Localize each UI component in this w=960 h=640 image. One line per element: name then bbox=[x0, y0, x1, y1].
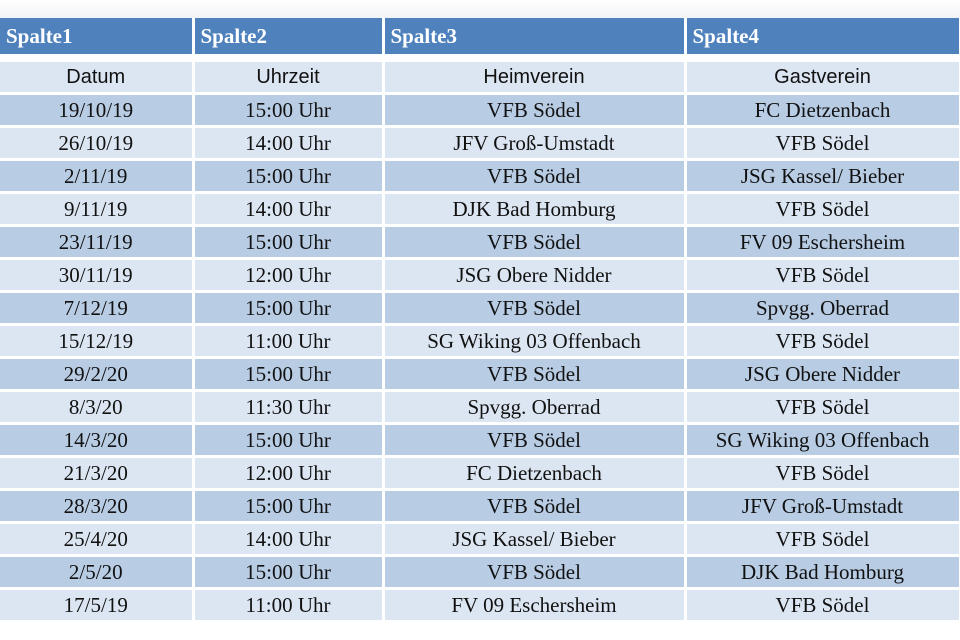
away-team-cell[interactable]: VFB Södel bbox=[685, 589, 960, 622]
date-cell[interactable]: 15/12/19 bbox=[0, 325, 193, 358]
away-team-cell[interactable]: VFB Södel bbox=[685, 457, 960, 490]
table-row bbox=[0, 457, 960, 490]
label-gastverein[interactable]: Gastverein bbox=[685, 58, 960, 94]
time-cell[interactable]: 15:00 Uhr bbox=[193, 490, 383, 523]
time-cell[interactable]: 14:00 Uhr bbox=[193, 127, 383, 160]
label-uhrzeit[interactable]: Uhrzeit bbox=[193, 58, 383, 94]
table-row bbox=[0, 94, 960, 127]
table-row bbox=[0, 556, 960, 589]
table-row bbox=[0, 193, 960, 226]
label-row bbox=[0, 58, 960, 94]
home-team-cell[interactable]: VFB Södel bbox=[383, 94, 685, 127]
header-row bbox=[0, 18, 960, 58]
schedule-table bbox=[0, 18, 960, 623]
away-team-cell[interactable]: JSG Obere Nidder bbox=[685, 358, 960, 391]
time-cell[interactable]: 15:00 Uhr bbox=[193, 94, 383, 127]
away-team-cell[interactable]: Spvgg. Oberrad bbox=[685, 292, 960, 325]
away-team-cell[interactable]: JFV Groß-Umstadt bbox=[685, 490, 960, 523]
date-cell[interactable]: 23/11/19 bbox=[0, 226, 193, 259]
date-cell[interactable]: 2/5/20 bbox=[0, 556, 193, 589]
away-team-cell[interactable]: FV 09 Eschersheim bbox=[685, 226, 960, 259]
date-cell[interactable]: 21/3/20 bbox=[0, 457, 193, 490]
home-team-cell[interactable]: Spvgg. Oberrad bbox=[383, 391, 685, 424]
home-team-cell[interactable]: VFB Södel bbox=[383, 490, 685, 523]
date-cell[interactable]: 9/11/19 bbox=[0, 193, 193, 226]
home-team-cell[interactable]: JSG Obere Nidder bbox=[383, 259, 685, 292]
table-row bbox=[0, 523, 960, 556]
top-strip bbox=[0, 0, 960, 18]
label-datum[interactable]: Datum bbox=[0, 58, 193, 94]
away-team-cell[interactable]: FC Dietzenbach bbox=[685, 94, 960, 127]
date-cell[interactable]: 19/10/19 bbox=[0, 94, 193, 127]
home-team-cell[interactable]: JSG Kassel/ Bieber bbox=[383, 523, 685, 556]
home-team-cell[interactable]: VFB Södel bbox=[383, 160, 685, 193]
home-team-cell[interactable]: FC Dietzenbach bbox=[383, 457, 685, 490]
date-cell[interactable]: 29/2/20 bbox=[0, 358, 193, 391]
column-header-3[interactable]: Spalte3 bbox=[383, 18, 685, 58]
home-team-cell[interactable]: VFB Södel bbox=[383, 358, 685, 391]
table-row bbox=[0, 490, 960, 523]
date-cell[interactable]: 30/11/19 bbox=[0, 259, 193, 292]
home-team-cell[interactable]: VFB Södel bbox=[383, 424, 685, 457]
home-team-cell[interactable]: VFB Södel bbox=[383, 226, 685, 259]
home-team-cell[interactable]: FV 09 Eschersheim bbox=[383, 589, 685, 622]
column-header-1[interactable]: Spalte1 bbox=[0, 18, 193, 58]
home-team-cell[interactable]: SG Wiking 03 Offenbach bbox=[383, 325, 685, 358]
time-cell[interactable]: 14:00 Uhr bbox=[193, 523, 383, 556]
away-team-cell[interactable]: SG Wiking 03 Offenbach bbox=[685, 424, 960, 457]
column-header-2[interactable]: Spalte2 bbox=[193, 18, 383, 58]
table-row bbox=[0, 160, 960, 193]
away-team-cell[interactable]: DJK Bad Homburg bbox=[685, 556, 960, 589]
time-cell[interactable]: 11:30 Uhr bbox=[193, 391, 383, 424]
home-team-cell[interactable]: VFB Södel bbox=[383, 556, 685, 589]
table-row bbox=[0, 589, 960, 622]
away-team-cell[interactable]: VFB Södel bbox=[685, 193, 960, 226]
time-cell[interactable]: 11:00 Uhr bbox=[193, 325, 383, 358]
time-cell[interactable]: 15:00 Uhr bbox=[193, 292, 383, 325]
table-row bbox=[0, 226, 960, 259]
time-cell[interactable]: 15:00 Uhr bbox=[193, 424, 383, 457]
away-team-cell[interactable]: VFB Södel bbox=[685, 127, 960, 160]
away-team-cell[interactable]: VFB Södel bbox=[685, 391, 960, 424]
table-row bbox=[0, 259, 960, 292]
home-team-cell[interactable]: DJK Bad Homburg bbox=[383, 193, 685, 226]
time-cell[interactable]: 15:00 Uhr bbox=[193, 358, 383, 391]
date-cell[interactable]: 17/5/19 bbox=[0, 589, 193, 622]
date-cell[interactable]: 25/4/20 bbox=[0, 523, 193, 556]
home-team-cell[interactable]: VFB Södel bbox=[383, 292, 685, 325]
column-header-4[interactable]: Spalte4 bbox=[685, 18, 960, 58]
away-team-cell[interactable]: VFB Södel bbox=[685, 259, 960, 292]
label-heimverein[interactable]: Heimverein bbox=[383, 58, 685, 94]
table-row bbox=[0, 424, 960, 457]
time-cell[interactable]: 12:00 Uhr bbox=[193, 259, 383, 292]
time-cell[interactable]: 12:00 Uhr bbox=[193, 457, 383, 490]
table-row bbox=[0, 358, 960, 391]
time-cell[interactable]: 15:00 Uhr bbox=[193, 226, 383, 259]
time-cell[interactable]: 15:00 Uhr bbox=[193, 160, 383, 193]
table-row bbox=[0, 127, 960, 160]
date-cell[interactable]: 8/3/20 bbox=[0, 391, 193, 424]
date-cell[interactable]: 14/3/20 bbox=[0, 424, 193, 457]
date-cell[interactable]: 28/3/20 bbox=[0, 490, 193, 523]
time-cell[interactable]: 14:00 Uhr bbox=[193, 193, 383, 226]
time-cell[interactable]: 11:00 Uhr bbox=[193, 589, 383, 622]
time-cell[interactable]: 15:00 Uhr bbox=[193, 556, 383, 589]
date-cell[interactable]: 7/12/19 bbox=[0, 292, 193, 325]
date-cell[interactable]: 26/10/19 bbox=[0, 127, 193, 160]
table-row bbox=[0, 325, 960, 358]
date-cell[interactable]: 2/11/19 bbox=[0, 160, 193, 193]
away-team-cell[interactable]: VFB Södel bbox=[685, 325, 960, 358]
home-team-cell[interactable]: JFV Groß-Umstadt bbox=[383, 127, 685, 160]
away-team-cell[interactable]: JSG Kassel/ Bieber bbox=[685, 160, 960, 193]
table-row bbox=[0, 391, 960, 424]
away-team-cell[interactable]: VFB Södel bbox=[685, 523, 960, 556]
table-row bbox=[0, 292, 960, 325]
